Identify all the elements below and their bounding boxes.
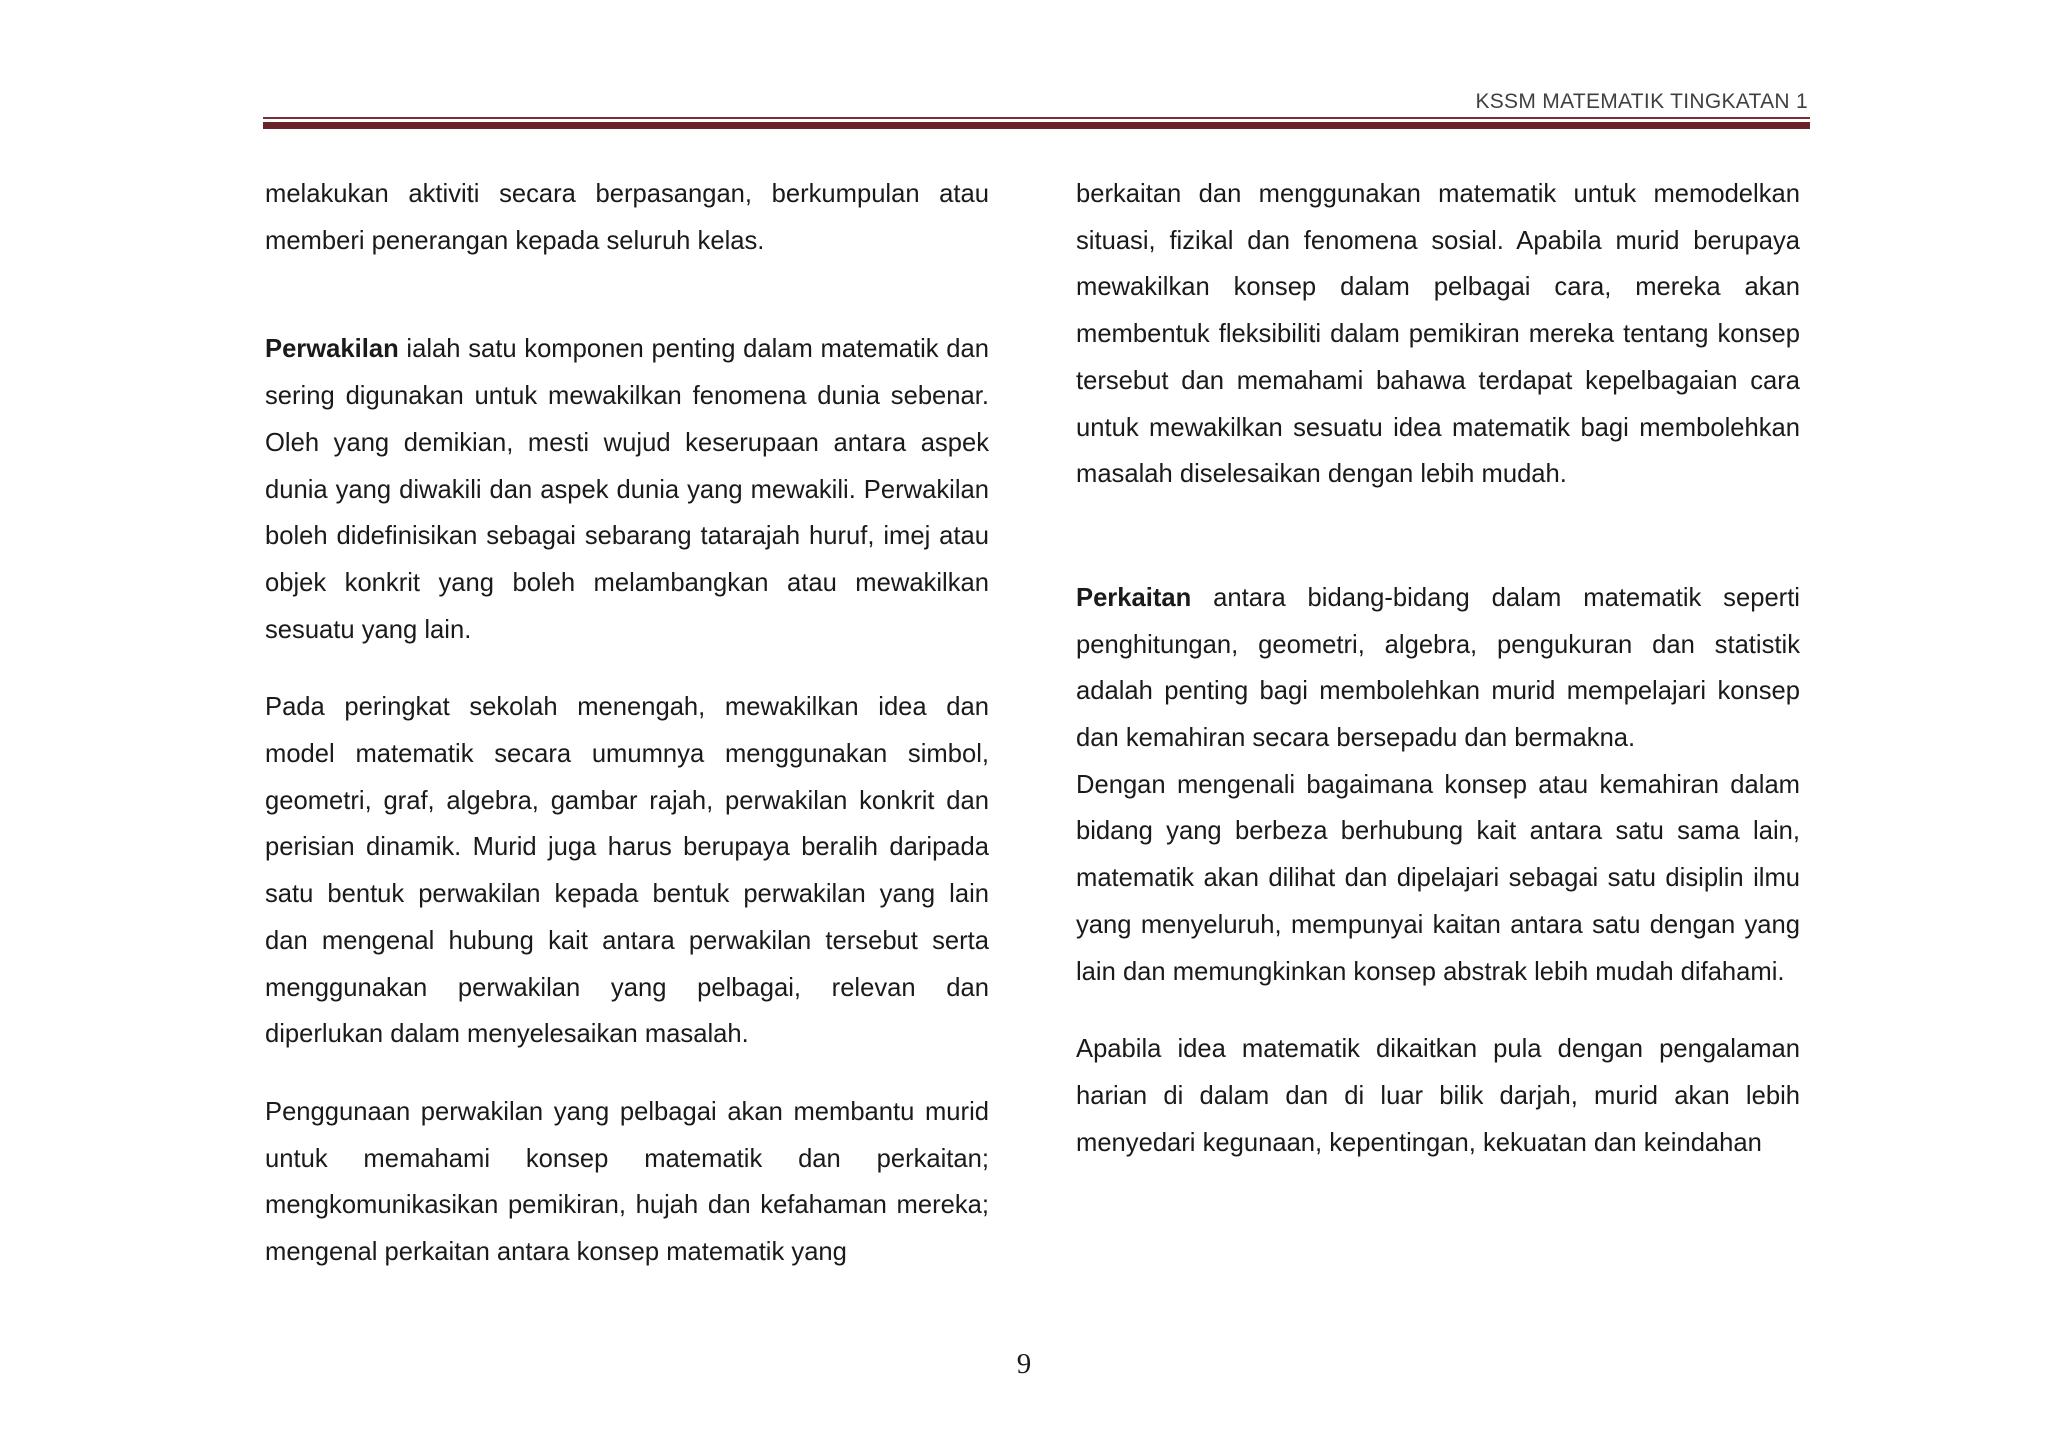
left-column — [265, 171, 989, 1276]
right-paragraph-perkaitan — [1076, 575, 1800, 762]
paragraph-gap — [1076, 498, 1800, 575]
page-header — [263, 86, 1810, 134]
right-paragraph-4: Apabila idea matematik dikaitkan pula dengan pengalaman harian di dalam dan di luar bilik darjah, murid akan lebih menyedari kegunaan, kepentingan, kekuatan dan keindahan — [1076, 1035, 1800, 1157]
perwakilan-text: ialah satu komponen penting dalam matematik dan sering digunakan untuk mewakilkan fenomena dunia sebenar. Oleh yang demikian, mesti wujud keserupaan antara aspek dunia yang diwakili dan aspek dunia yang mewakili. Perwakilan boleh didefinisikan sebagai sebarang tatarajah huruf, imej atau objek konkrit yang boleh melambangkan atau mewakilkan sesuatu yang lain. — [265, 335, 989, 644]
right-paragraph-1: berkaitan dan menggunakan matematik untuk memodelkan situasi, fizikal dan fenomena sosial. Apabila murid berupaya mewakilkan konsep dalam pelbagai cara, mereka akan membentuk fleksibiliti dalam pemikiran mereka tentang konsep tersebut dan memahami bahawa terdapat kepelbagaian cara untuk mewakilkan sesuatu idea matematik bagi membolehkan masalah diselesaikan dengan lebih mudah. — [1076, 180, 1800, 489]
paragraph-gap — [265, 1058, 989, 1089]
paragraph-gap — [1076, 995, 1800, 1026]
paragraph-gap — [265, 264, 989, 326]
left-paragraph-4: Penggunaan perwakilan yang pelbagai akan membantu murid untuk memahami konsep matematik dan perkaitan; mengkomunikasikan pemikiran, hujah dan kefahaman mereka; mengenal perkaitan antara konsep matematik yang — [265, 1097, 989, 1267]
paragraph-gap — [265, 653, 989, 684]
left-paragraph-3: Pada peringkat sekolah menengah, mewakilkan idea dan model matematik secara umumnya menggunakan simbol, geometri, graf, algebra, gambar rajah, perwakilan konkrit dan perisian dinamik. Murid juga harus berupaya beralih daripada satu bentuk perwakilan kepada bentuk perwakilan yang lain dan mengenal hubung kait antara perwakilan tersebut serta menggunakan perwakilan yang pelbagai, relevan dan diperlukan dalam menyelesaikan masalah. — [265, 693, 989, 1049]
term-perwakilan: Perwakilan — [265, 335, 399, 364]
right-paragraph-3: Dengan mengenali bagaimana konsep atau kemahiran dalam bidang yang berbeza berhubung kait antara satu sama lain, matematik akan dilihat dan dipelajari sebagai satu disiplin ilmu yang menyeluruh, mempunyai kaitan antara satu dengan yang lain dan memungkinkan konsep abstrak lebih mudah difahami. — [1076, 770, 1800, 986]
page-number: 9 — [1016, 1348, 1032, 1380]
header-rule-thick — [263, 122, 1810, 129]
left-paragraph-perwakilan — [265, 326, 989, 653]
term-perkaitan: Perkaitan — [1076, 583, 1192, 612]
header-title: KSSM MATEMATIK TINGKATAN 1 — [1475, 90, 1808, 113]
left-paragraph-1: melakukan aktiviti secara berpasangan, berkumpulan atau memberi penerangan kepada seluruh kelas. — [265, 180, 989, 255]
header-rule-thin — [263, 117, 1810, 119]
perkaitan-text: antara bidang-bidang dalam matematik seperti penghitungan, geometri, algebra, pengukuran dan statistik adalah penting bagi membolehkan murid mempelajari konsep dan kemahiran secara bersepadu dan bermakna. — [1076, 583, 1800, 753]
right-column — [1076, 171, 1800, 1166]
